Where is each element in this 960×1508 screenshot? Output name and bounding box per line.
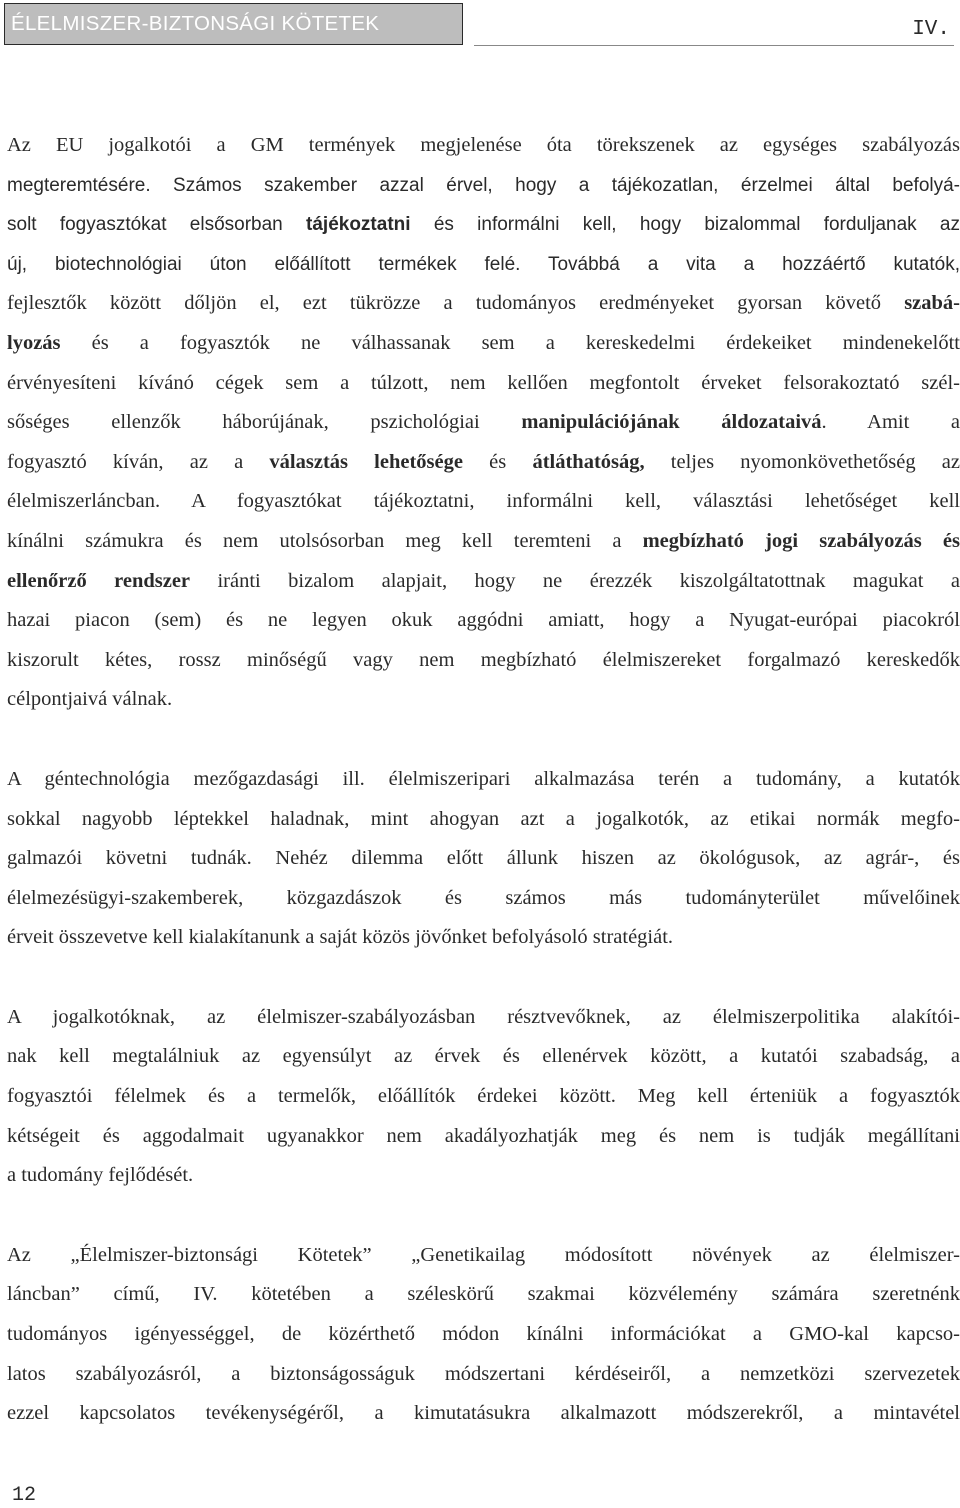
text-run: és informálni kell, hogy bizalommal forduljanak az: [410, 214, 960, 236]
text-line: [7, 601, 960, 641]
bold-text: manipulációjának áldozataivá: [521, 411, 822, 434]
text-line: [7, 760, 960, 800]
paragraph: [7, 126, 960, 720]
paragraph: [7, 998, 960, 1196]
text-line: [7, 879, 960, 919]
text-line: [7, 1156, 960, 1196]
text-run: Az „Élelmiszer-biztonsági Kötetek” „Genetikailag módosított növények az élelmiszer-: [7, 1243, 960, 1266]
text-line: [7, 1355, 960, 1395]
text-line: [7, 839, 960, 879]
text-line: [7, 800, 960, 840]
text-run: élelmiszerláncban. A fogyasztókat tájékoztatni, informálni kell, választási lehetőséget kell: [7, 490, 960, 513]
bold-text: tájékoztatni: [306, 214, 411, 236]
text-run: sokkal nagyobb léptekkel haladnak, mint ahogyan azt a jogalkotók, az etikai normák megfo-: [7, 807, 960, 830]
text-line: [7, 1037, 960, 1077]
text-line: [7, 245, 960, 285]
text-line: [7, 562, 960, 602]
text-run: kétségeit és aggodalmait ugyanakkor nem akadályozhatják meg és nem is tudják megállítani: [7, 1124, 960, 1147]
paragraph: [7, 1236, 960, 1434]
text-run: Az EU jogalkotói a GM termények megjelenése óta törekszenek az egységes szabályozás: [7, 134, 960, 156]
text-line: [7, 1077, 960, 1117]
text-line: [7, 998, 960, 1038]
bold-text: szabá-: [904, 292, 960, 315]
text-run: láncban” című, IV. kötetében a széleskörű szakmai közvélemény számára szeretnénk: [7, 1283, 960, 1306]
text-line: [7, 205, 960, 245]
text-run: A géntechnológia mezőgazdasági ill. élelmiszeripari alkalmazása terén a tudomány, a kutatók: [7, 767, 960, 790]
body-text: [7, 126, 960, 1474]
text-run: ezzel kapcsolatos tevékenységéről, a kimutatásukra alkalmazott módszerekről, a mintavétel: [7, 1402, 960, 1425]
text-run: galmazói követni tudnák. Nehéz dilemma előtt állunk hiszen az ökológusok, az agrár-, és: [7, 847, 960, 870]
text-run: . Amit a: [821, 411, 960, 434]
bold-text: megbízható jogi szabályozás és: [642, 529, 960, 552]
text-line: [7, 918, 960, 958]
text-line: [7, 284, 960, 324]
text-line: [7, 1394, 960, 1434]
header-title-box: [4, 3, 463, 45]
text-run: megteremtésére. Számos szakember azzal érvel, hogy a tájékozatlan, érzelmei által befolyá-: [7, 174, 960, 196]
text-run: kínálni számukra és nem utolsósorban meg kell teremteni a: [7, 529, 643, 552]
text-run: kiszorult kétes, rossz minőségű vagy nem megbízható élelmiszereket forgalmazó kereskedők: [7, 648, 960, 671]
text-run: érvényesíteni kívánó cégek sem a túlzott, nem kellően megfontolt érveket felsorakoztató szél-: [7, 371, 960, 394]
text-line: [7, 166, 960, 206]
bold-text: ellenőrző rendszer: [7, 569, 191, 592]
text-line: [7, 403, 960, 443]
text-run: élelmezésügyi-szakemberek, közgazdászok és számos más tudományterület művelőinek: [7, 886, 960, 909]
text-line: [7, 482, 960, 522]
text-line: [7, 680, 960, 720]
text-line: [7, 324, 960, 364]
text-line: [7, 1315, 960, 1355]
text-line: [7, 364, 960, 404]
text-run: solt fogyasztókat elsősorban: [7, 214, 307, 236]
text-run: teljes nyomonkövethetőség az: [644, 450, 960, 473]
text-line: [7, 1117, 960, 1157]
text-run: tudományos igényességgel, de közérthető módon kínálni információkat a GMO-kal kapcso-: [7, 1323, 960, 1346]
paragraph: [7, 760, 960, 958]
bold-text: választás lehetősége: [269, 450, 463, 473]
text-run: nak kell megtalálniuk az egyensúlyt az érvek és ellenérvek között, a kutatói szabadság, a: [7, 1045, 960, 1068]
text-run: fejlesztők között dőljön el, ezt tükrözze a tudományos eredményeket gyorsan követő: [7, 292, 905, 315]
text-run: a tudomány fejlődését.: [7, 1164, 194, 1187]
text-line: [7, 1236, 960, 1276]
text-run: érveit összevetve kell kialakítanunk a saját közös jövőnket befolyásoló stratégiát.: [7, 926, 674, 949]
header-title: ÉLELMISZER-BIZTONSÁGI KÖTETEK: [11, 12, 380, 35]
text-run: és a fogyasztók ne válhassanak sem a kereskedelmi érdekeiket mindenekelőtt: [60, 331, 960, 354]
text-run: hazai piacon (sem) és ne legyen okuk aggódni amiatt, hogy a Nyugat-európai piacokról: [7, 609, 960, 632]
text-run: új, biotechnológiai úton előállított termékek felé.: [7, 253, 521, 275]
text-run: fogyasztó kíván, az a: [7, 450, 270, 473]
text-line: [7, 443, 960, 483]
text-run: sőséges ellenzők háborújának, pszichológiai: [7, 411, 522, 434]
text-run: iránti bizalom alapjait, hogy ne érezzék kiszolgáltatottnak magukat a: [190, 569, 960, 592]
header-rule: [474, 45, 954, 46]
text-line: [7, 641, 960, 681]
bold-text: átláthatóság,: [532, 450, 645, 473]
text-line: [7, 522, 960, 562]
text-run: Továbbá a vita a hozzáértő kutatók,: [520, 253, 960, 275]
text-run: és: [462, 450, 533, 473]
page-number: 12: [12, 1484, 37, 1507]
bold-text: lyozás: [7, 331, 61, 354]
text-run: A jogalkotóknak, az élelmiszer-szabályozásban résztvevőknek, az élelmiszerpolitika alakítói-: [7, 1005, 960, 1028]
text-line: [7, 1275, 960, 1315]
text-run: célpontjaivá válnak.: [7, 688, 173, 711]
text-line: [7, 126, 960, 166]
volume-number: IV.: [912, 18, 950, 41]
text-run: latos szabályozásról, a biztonságosságuk módszertani kérdéseiről, a nemzetközi szervezetek: [7, 1362, 960, 1385]
text-run: fogyasztói félelmek és a termelők, előállítók érdekei között. Meg kell érteniük a fogyasztók: [7, 1085, 960, 1108]
